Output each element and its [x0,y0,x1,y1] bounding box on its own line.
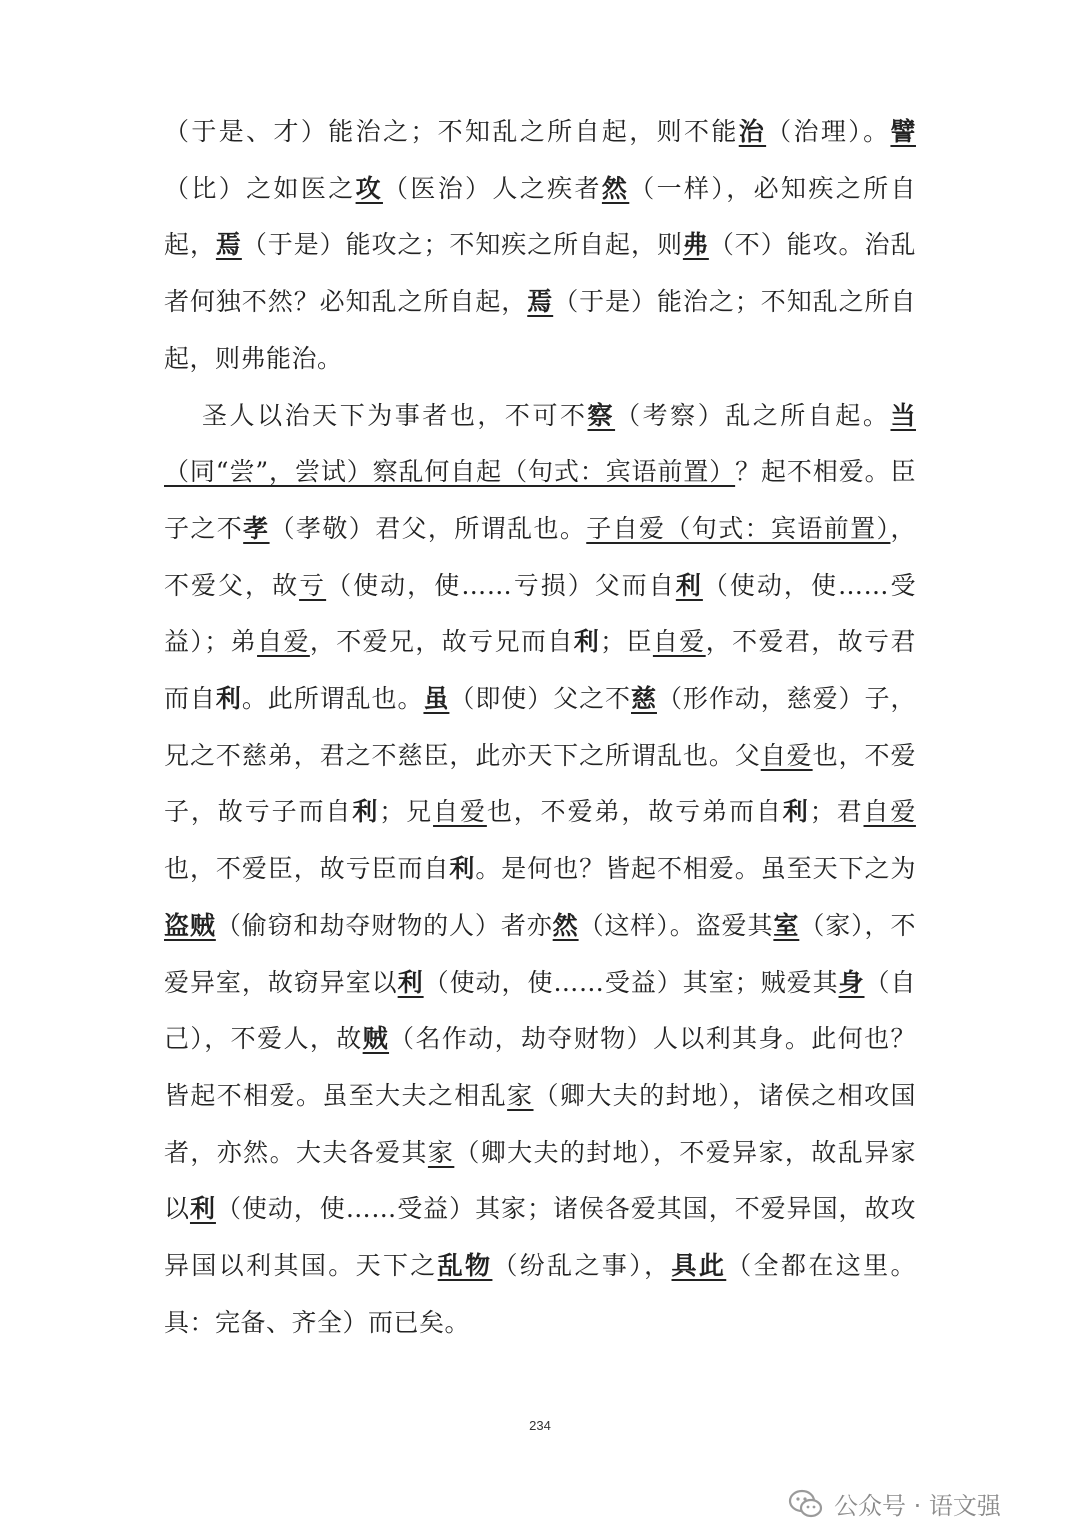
text-segment: 利 [215,684,242,714]
text-segment: （卿大夫的封地），不爱异家，故乱异家以 [164,1137,916,1224]
text-segment: （使动，使……受益）；弟 [164,570,916,657]
text-segment: （全都在这里。具：完备、齐全）而已矣。 [164,1251,916,1337]
text-segment: （比）之如医之 [164,173,356,203]
text-segment: （一样），必知疾之所自起， [164,173,916,260]
text-segment: （于是）能治之；不知乱之所自起，则弗能治。 [164,287,916,373]
text-segment: 身 [838,967,865,997]
text-segment: 利 [782,797,810,827]
text-segment: 利 [449,854,476,884]
text-segment: 自爱 [652,627,706,657]
text-segment: 自爱 [760,740,813,770]
text-segment: （不）能攻。治乱者何独不然？必知乱之所自起， [164,230,916,317]
text-segment: ，不爱君，故亏君而自 [164,627,916,714]
text-segment: （自己），不爱人，故 [164,967,916,1054]
text-segment: 利 [573,627,601,657]
paragraph-1 [164,104,916,388]
text-segment: （治理）。 [766,117,891,146]
text-segment: 具此 [671,1251,727,1281]
text-segment: （同“尝”，尝试）察乱何自起（句式：宾语前置） [164,457,736,487]
page-number: 234 [529,1418,551,1433]
text-segment: （医治）人之疾者 [382,173,602,203]
text-segment: ；兄 [379,797,434,827]
text-segment: 孝 [243,513,270,543]
text-segment: ，不爱父，故 [164,513,916,600]
text-segment: 家 [427,1137,455,1167]
text-segment: 焉 [527,287,554,317]
text-segment: 也，不爱弟，故亏弟而自 [486,797,783,827]
text-segment: 自爱 [257,627,310,657]
text-segment: 圣人以治天下为事者也，不可不 [202,400,588,430]
text-segment: 家 [507,1080,534,1110]
text-segment: 利 [675,570,703,600]
document-body [164,104,916,1351]
text-segment: 也，不爱子，故亏子而自 [164,740,916,827]
text-segment: （于是、才）能治之；不知乱之所自起，则不能 [164,117,739,146]
text-segment: 。此所谓乱也。 [241,684,424,714]
text-segment: 利 [352,797,380,827]
text-segment: 慈 [631,684,657,714]
wechat-icon [788,1489,824,1519]
text-segment: 自爱 [863,797,916,827]
text-segment: 。是何也？皆起不相爱。虽至天下之为 [475,854,916,884]
text-segment: （偷窃和劫夺财物的人）者亦 [215,910,553,940]
text-segment: 利 [397,967,424,997]
watermark [788,1486,1001,1521]
text-segment: 然 [552,910,579,940]
text-segment: 虽 [423,684,450,714]
text-segment: 焉 [215,230,242,260]
paragraph-2 [164,388,916,1352]
text-segment: 然 [601,173,630,203]
watermark-label: 公众号 · 语文强 [834,1492,1001,1520]
text-segment: （孝敬）君父，所谓乱也。 [269,513,587,543]
text-segment: 利 [189,1194,216,1224]
text-segment: 子自爱（句式：宾语前置） [586,513,891,543]
text-segment: 攻 [355,173,383,203]
text-segment: （形作动，慈爱）子，兄之不慈弟，君之不慈臣，此亦天下之所谓乱也。父 [164,684,916,770]
text-segment: ；君 [809,797,864,827]
text-segment: （名作动，劫夺财物）人以利其身。此何也？皆起不相爱。虽至大夫之相乱 [164,1024,916,1110]
text-segment: 自爱 [433,797,487,827]
text-segment: （即使）父之不 [449,684,632,714]
text-segment: （使动，使……受益）其家；诸侯各爱其国，不爱异国，故攻异国以利其国。天下之 [164,1194,916,1281]
text-segment: （使动，使……受益）其室；贼爱其 [423,967,839,997]
text-segment: （家），不爱异室，故窃异室以 [164,910,916,997]
text-segment: （这样）。盗爱其 [578,910,774,940]
text-segment: 当 [890,400,916,430]
text-segment: 治 [738,117,767,146]
text-segment: （纷乱之事）， [492,1251,672,1281]
text-segment: （于是）能攻之；不知疾之所自起，则 [241,230,683,260]
text-segment: （考察）乱之所自起。 [615,400,891,430]
text-segment: ，不爱兄，故亏兄而自 [309,627,574,657]
text-segment: 譬 [890,117,916,146]
text-segment: 也，不爱臣，故亏臣而自 [164,854,450,884]
text-segment: 乱物 [437,1251,493,1281]
text-segment: （使动，使……亏损）父而自 [326,570,676,600]
text-segment: 贼 [362,1024,390,1054]
text-segment: ；臣 [600,627,653,657]
text-segment: 亏 [299,570,327,600]
text-segment: 察 [587,400,616,430]
text-segment: 盗贼 [164,910,216,940]
text-segment: 室 [773,910,800,940]
text-segment: ？起不相爱。臣子之不 [164,457,916,543]
text-segment: 弗 [682,230,709,260]
text-segment: （卿大夫的封地），诸侯之相攻国者，亦然。大夫各爱其 [164,1080,916,1167]
